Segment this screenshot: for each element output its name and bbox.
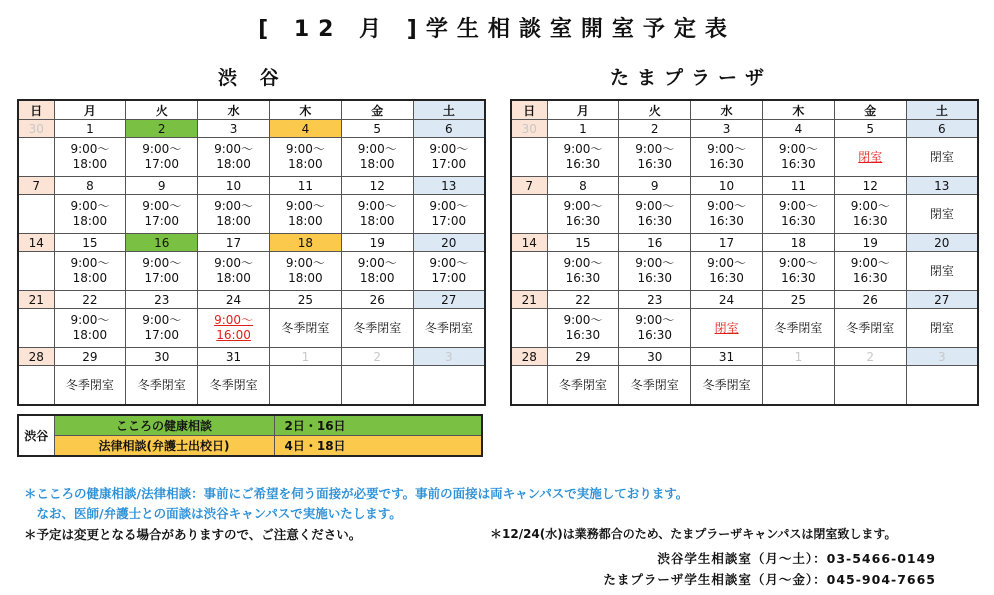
date-cell: 30 [619, 348, 691, 366]
hours-cell: 9:00～ 16:30 [547, 252, 619, 291]
weekday-wed: 水 [198, 100, 270, 120]
date-row [511, 234, 978, 252]
hours-cell [511, 309, 547, 348]
date-cell: 7 [18, 177, 54, 195]
hours-cell: 9:00～ 18:00 [198, 195, 270, 234]
date-cell: 15 [54, 234, 126, 252]
date-cell: 8 [547, 177, 619, 195]
date-cell: 24 [691, 291, 763, 309]
calendar-shibuya [17, 99, 486, 406]
date-cell: 31 [198, 348, 270, 366]
hours-cell: 9:00～ 18:00 [54, 195, 126, 234]
hours-cell [18, 366, 54, 406]
date-cell: 3 [906, 348, 978, 366]
weekday-thu: 木 [762, 100, 834, 120]
date-cell: 5 [341, 120, 413, 138]
date-row [18, 120, 485, 138]
date-cell: 6 [906, 120, 978, 138]
hours-cell: 9:00～ 18:00 [198, 252, 270, 291]
date-cell: 18 [762, 234, 834, 252]
hours-cell [269, 366, 341, 406]
hours-cell: 閉室 [906, 252, 978, 291]
hours-cell [341, 366, 413, 406]
contact-tama: たまプラーザ学生相談室（月～金）：045-904-7665 [603, 572, 936, 587]
date-cell: 20 [413, 234, 485, 252]
note-tama-closure: ＊12/24(水)は業務都合のため、たまプラーザキャンパスは閉室致します。 [490, 527, 897, 541]
date-cell: 9 [619, 177, 691, 195]
hours-cell: 9:00～ 16:30 [619, 309, 691, 348]
date-cell: 1 [547, 120, 619, 138]
hours-cell: 冬季閉室 [762, 309, 834, 348]
date-cell: 27 [413, 291, 485, 309]
hours-cell: 閉室 [834, 138, 906, 177]
date-row [511, 120, 978, 138]
date-cell: 22 [547, 291, 619, 309]
weekday-tue: 火 [126, 100, 198, 120]
date-cell: 3 [413, 348, 485, 366]
date-cell: 19 [341, 234, 413, 252]
legend-health-days: 2日・16日 [274, 415, 482, 436]
hours-cell: 9:00～ 16:30 [691, 138, 763, 177]
date-cell: 25 [269, 291, 341, 309]
date-cell: 29 [54, 348, 126, 366]
date-cell: 19 [834, 234, 906, 252]
date-cell: 7 [511, 177, 547, 195]
weekday-thu: 木 [269, 100, 341, 120]
date-cell: 12 [341, 177, 413, 195]
legend-legal-label: 法律相談(弁護士出校日) [54, 436, 274, 457]
hours-cell: 冬季閉室 [691, 366, 763, 406]
date-cell: 5 [834, 120, 906, 138]
hours-cell [834, 366, 906, 406]
weekday-mon: 月 [54, 100, 126, 120]
date-cell: 13 [906, 177, 978, 195]
hours-cell: 9:00～ 17:00 [126, 138, 198, 177]
date-cell: 18 [269, 234, 341, 252]
weekday-sat: 土 [906, 100, 978, 120]
page-title: [ 12 月 ]学生相談室開室予定表 [258, 17, 736, 42]
campus-label-tama: たまプラーザ [610, 67, 773, 89]
hours-cell [18, 195, 54, 234]
date-cell: 3 [198, 120, 270, 138]
date-cell: 10 [691, 177, 763, 195]
date-cell: 3 [691, 120, 763, 138]
hours-row [18, 195, 485, 234]
hours-cell: 9:00～ 16:30 [762, 252, 834, 291]
hours-cell: 9:00～ 18:00 [54, 309, 126, 348]
hours-cell: 9:00～ 16:00 [198, 309, 270, 348]
hours-cell: 9:00～ 17:00 [126, 309, 198, 348]
campus-label-shibuya: 渋 谷 [218, 67, 287, 89]
hours-cell: 9:00～ 18:00 [341, 252, 413, 291]
hours-cell [511, 252, 547, 291]
date-cell: 24 [198, 291, 270, 309]
date-cell: 1 [762, 348, 834, 366]
date-cell: 16 [619, 234, 691, 252]
weekday-fri: 金 [341, 100, 413, 120]
date-cell: 10 [198, 177, 270, 195]
date-row [18, 234, 485, 252]
hours-cell: 9:00～ 17:00 [413, 195, 485, 234]
date-row [18, 291, 485, 309]
hours-cell: 9:00～ 17:00 [126, 252, 198, 291]
date-cell: 30 [18, 120, 54, 138]
hours-cell: 9:00～ 18:00 [269, 138, 341, 177]
hours-cell [18, 252, 54, 291]
hours-cell: 9:00～ 18:00 [341, 195, 413, 234]
date-cell: 2 [126, 120, 198, 138]
hours-cell: 冬季閉室 [341, 309, 413, 348]
consultation-legend [17, 414, 483, 457]
hours-cell: 冬季閉室 [198, 366, 270, 406]
date-cell: 14 [18, 234, 54, 252]
date-cell: 1 [54, 120, 126, 138]
hours-cell: 9:00～ 18:00 [341, 138, 413, 177]
date-cell: 25 [762, 291, 834, 309]
date-row [18, 177, 485, 195]
date-cell: 20 [906, 234, 978, 252]
hours-cell: 9:00～ 18:00 [54, 138, 126, 177]
hours-cell: 9:00～ 16:30 [619, 138, 691, 177]
date-row [511, 291, 978, 309]
hours-row [18, 366, 485, 406]
date-cell: 31 [691, 348, 763, 366]
date-cell: 15 [547, 234, 619, 252]
date-cell: 12 [834, 177, 906, 195]
hours-cell: 9:00～ 16:30 [691, 252, 763, 291]
date-cell: 28 [18, 348, 54, 366]
date-cell: 14 [511, 234, 547, 252]
date-cell: 2 [834, 348, 906, 366]
hours-row [18, 138, 485, 177]
date-row [18, 348, 485, 366]
date-cell: 30 [511, 120, 547, 138]
hours-cell: 冬季閉室 [547, 366, 619, 406]
legend-health-label: こころの健康相談 [54, 415, 274, 436]
note-schedule-change: ＊予定は変更となる場合がありますので、ご注意ください。 [24, 527, 362, 542]
note-interview-location: なお、医師/弁護士との面談は渋谷キャンパスで実施いたします。 [24, 506, 402, 521]
hours-cell: 冬季閉室 [413, 309, 485, 348]
hours-cell: 冬季閉室 [126, 366, 198, 406]
hours-cell [762, 366, 834, 406]
date-cell: 21 [511, 291, 547, 309]
note-consultation: ＊こころの健康相談/法律相談：事前にご希望を伺う面接が必要です。事前の面接は両キャンパスで実施しております。 [24, 486, 689, 501]
hours-cell: 9:00～ 18:00 [269, 252, 341, 291]
date-row [511, 177, 978, 195]
date-cell: 23 [619, 291, 691, 309]
hours-row [511, 138, 978, 177]
hours-cell: 閉室 [691, 309, 763, 348]
date-cell: 16 [126, 234, 198, 252]
date-cell: 4 [762, 120, 834, 138]
hours-row [511, 366, 978, 406]
hours-cell: 9:00～ 16:30 [834, 252, 906, 291]
hours-cell [18, 309, 54, 348]
hours-cell: 9:00～ 16:30 [834, 195, 906, 234]
hours-cell [511, 366, 547, 406]
hours-cell: 9:00～ 16:30 [547, 195, 619, 234]
date-cell: 27 [906, 291, 978, 309]
legend-legal-days: 4日・18日 [274, 436, 482, 457]
weekday-sun: 日 [511, 100, 547, 120]
hours-cell [511, 138, 547, 177]
weekday-tue: 火 [619, 100, 691, 120]
date-cell: 26 [834, 291, 906, 309]
date-cell: 11 [762, 177, 834, 195]
date-cell: 28 [511, 348, 547, 366]
weekday-sat: 土 [413, 100, 485, 120]
date-cell: 26 [341, 291, 413, 309]
hours-cell: 9:00～ 17:00 [413, 252, 485, 291]
hours-cell: 冬季閉室 [269, 309, 341, 348]
calendar-tama [510, 99, 979, 406]
weekday-mon: 月 [547, 100, 619, 120]
hours-cell [18, 138, 54, 177]
hours-cell: 9:00～ 17:00 [413, 138, 485, 177]
hours-cell [413, 366, 485, 406]
hours-cell: 9:00～ 16:30 [547, 309, 619, 348]
date-cell: 22 [54, 291, 126, 309]
hours-row [18, 252, 485, 291]
hours-cell: 9:00～ 18:00 [54, 252, 126, 291]
hours-cell: 9:00～ 16:30 [762, 195, 834, 234]
hours-cell: 冬季閉室 [834, 309, 906, 348]
hours-row [511, 195, 978, 234]
date-row [511, 348, 978, 366]
date-cell: 23 [126, 291, 198, 309]
date-cell: 2 [341, 348, 413, 366]
weekday-fri: 金 [834, 100, 906, 120]
date-cell: 4 [269, 120, 341, 138]
date-cell: 29 [547, 348, 619, 366]
legend-campus: 渋谷 [18, 415, 54, 456]
date-cell: 6 [413, 120, 485, 138]
hours-cell [511, 195, 547, 234]
hours-row [511, 252, 978, 291]
date-cell: 8 [54, 177, 126, 195]
weekday-wed: 水 [691, 100, 763, 120]
hours-cell: 冬季閉室 [54, 366, 126, 406]
date-cell: 21 [18, 291, 54, 309]
hours-cell: 9:00～ 16:30 [547, 138, 619, 177]
hours-row [18, 309, 485, 348]
hours-cell: 9:00～ 16:30 [691, 195, 763, 234]
date-cell: 2 [619, 120, 691, 138]
date-cell: 9 [126, 177, 198, 195]
hours-cell: 9:00～ 16:30 [619, 195, 691, 234]
date-cell: 13 [413, 177, 485, 195]
hours-cell: 9:00～ 17:00 [126, 195, 198, 234]
date-cell: 1 [269, 348, 341, 366]
hours-cell [906, 366, 978, 406]
hours-cell: 9:00～ 16:30 [762, 138, 834, 177]
hours-row [511, 309, 978, 348]
date-cell: 11 [269, 177, 341, 195]
hours-cell: 9:00～ 16:30 [619, 252, 691, 291]
hours-cell: 閉室 [906, 138, 978, 177]
contact-shibuya: 渋谷学生相談室（月～土）：03-5466-0149 [657, 551, 936, 566]
date-cell: 30 [126, 348, 198, 366]
weekday-sun: 日 [18, 100, 54, 120]
hours-cell: 閉室 [906, 195, 978, 234]
hours-cell: 閉室 [906, 309, 978, 348]
hours-cell: 9:00～ 18:00 [269, 195, 341, 234]
hours-cell: 冬季閉室 [619, 366, 691, 406]
date-cell: 17 [691, 234, 763, 252]
hours-cell: 9:00～ 18:00 [198, 138, 270, 177]
date-cell: 17 [198, 234, 270, 252]
